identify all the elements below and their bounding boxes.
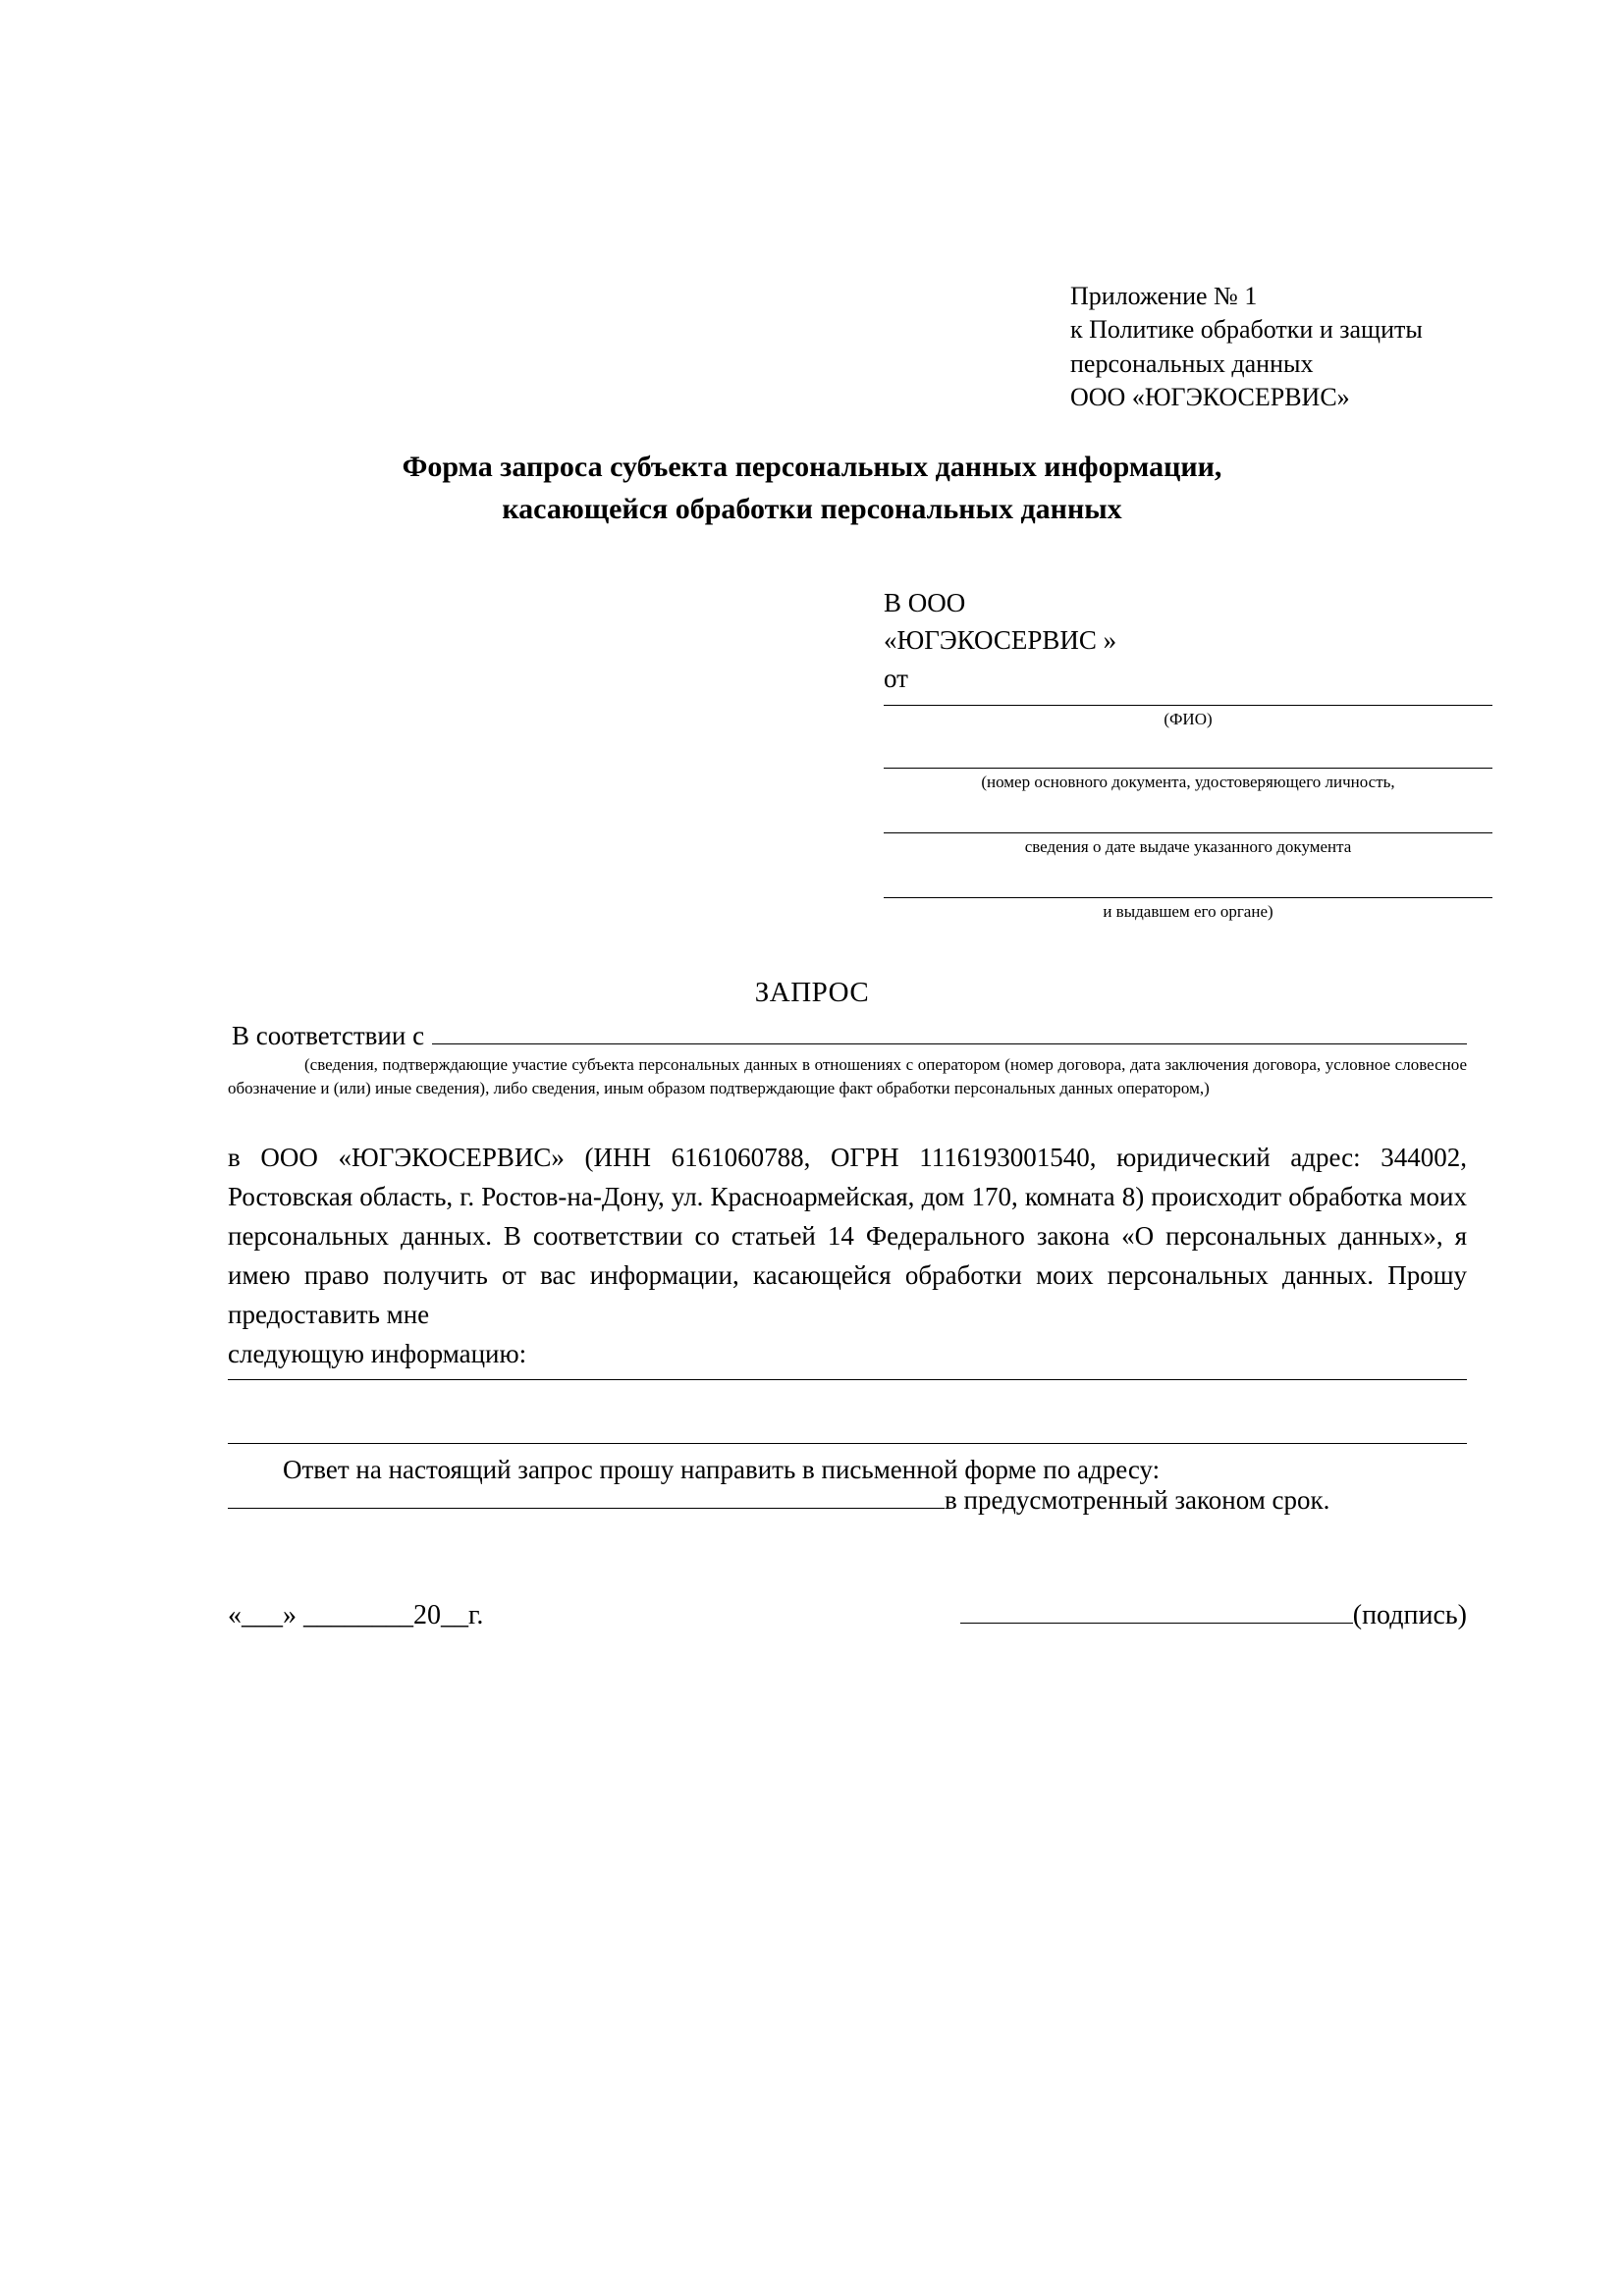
field-fullname-caption: (ФИО) xyxy=(1164,710,1213,728)
field-document-number-caption: (номер основного документа, удостоверяющего личность, xyxy=(981,773,1395,791)
field-document-issuer[interactable] xyxy=(884,897,1492,923)
signature-date[interactable]: «___» ________20__г. xyxy=(228,1600,484,1630)
signature-caption: (подпись) xyxy=(1352,1600,1467,1630)
field-document-issuer-rule[interactable] xyxy=(884,897,1492,898)
header-line-3: персональных данных xyxy=(1070,348,1314,378)
signature-rule[interactable] xyxy=(960,1603,1353,1624)
title-line-2: касающейся обработки персональных данных xyxy=(502,492,1122,525)
title-line-1: Форма запроса субъекта персональных данных информации, xyxy=(402,451,1222,483)
header-line-2: к Политике обработки и защиты xyxy=(1070,315,1423,345)
deadline-text: в предусмотренный законом срок. xyxy=(945,1485,1330,1515)
request-heading: ЗАПРОС xyxy=(754,977,870,1008)
main-paragraph xyxy=(228,1139,1467,1374)
field-document-issuer-caption: и выдавшем его органе) xyxy=(1103,902,1273,921)
answer-instruction: Ответ на настоящий запрос прошу направить в письменной форме по адресу: xyxy=(283,1455,1161,1484)
field-document-number-rule[interactable] xyxy=(884,768,1492,769)
field-document-date-caption: сведения о дате выдаче указанного документа xyxy=(1024,837,1352,856)
header-line-1: Приложение № 1 xyxy=(1070,282,1258,310)
addressee-line-1: В ООО xyxy=(884,588,966,617)
signature-row xyxy=(228,1600,1467,1631)
signature-area xyxy=(960,1600,1467,1631)
page-title xyxy=(196,447,1428,530)
document-header xyxy=(1070,280,1581,414)
compliance-note: (сведения, подтверждающие участие субъекта персональных данных в отношениях с оператором (номер договора, дата заключения договора, условное словесное обозначение и (или) иные сведения), либо сведения, иным образом подтверждающие факт обработки персональных данных оператором,) xyxy=(228,1055,1467,1098)
information-rule-1[interactable] xyxy=(228,1379,1467,1380)
field-document-number[interactable] xyxy=(884,768,1492,793)
answer-address-row xyxy=(228,1485,1467,1516)
main-paragraph-last-line: следующую информацию: xyxy=(228,1338,527,1368)
addressee-block xyxy=(884,584,1492,697)
field-fullname-rule[interactable] xyxy=(884,705,1492,706)
addressee-line-3: от xyxy=(884,663,908,693)
main-paragraph-text: в ООО «ЮГЭКОСЕРВИС» (ИНН 6161060788, ОГРН 1116193001540, юридический адрес: 344002, Ростовская область, г. Ростов-на-Дону, ул. Красноармейская, дом 170, комната 8) происходит обработка моих персональных данных. В соответствии со статьей 14 Федерального закона «О персональных данных», я имею право получить от вас информации, касающейся обработки моих персональных данных. Прошу предоставить мне xyxy=(228,1143,1467,1329)
information-rule-2[interactable] xyxy=(228,1443,1467,1444)
field-document-date-rule[interactable] xyxy=(884,832,1492,833)
field-fullname[interactable] xyxy=(884,705,1492,730)
answer-address-rule[interactable] xyxy=(228,1486,945,1509)
compliance-row xyxy=(232,1021,1467,1051)
addressee-line-2: «ЮГЭКОСЕРВИС » xyxy=(884,625,1117,656)
compliance-input-rule[interactable] xyxy=(432,1024,1467,1044)
field-document-date[interactable] xyxy=(884,832,1492,858)
compliance-label: В соответствии с xyxy=(232,1021,425,1050)
header-line-4: ООО «ЮГЭКОСЕРВИС» xyxy=(1070,382,1350,411)
